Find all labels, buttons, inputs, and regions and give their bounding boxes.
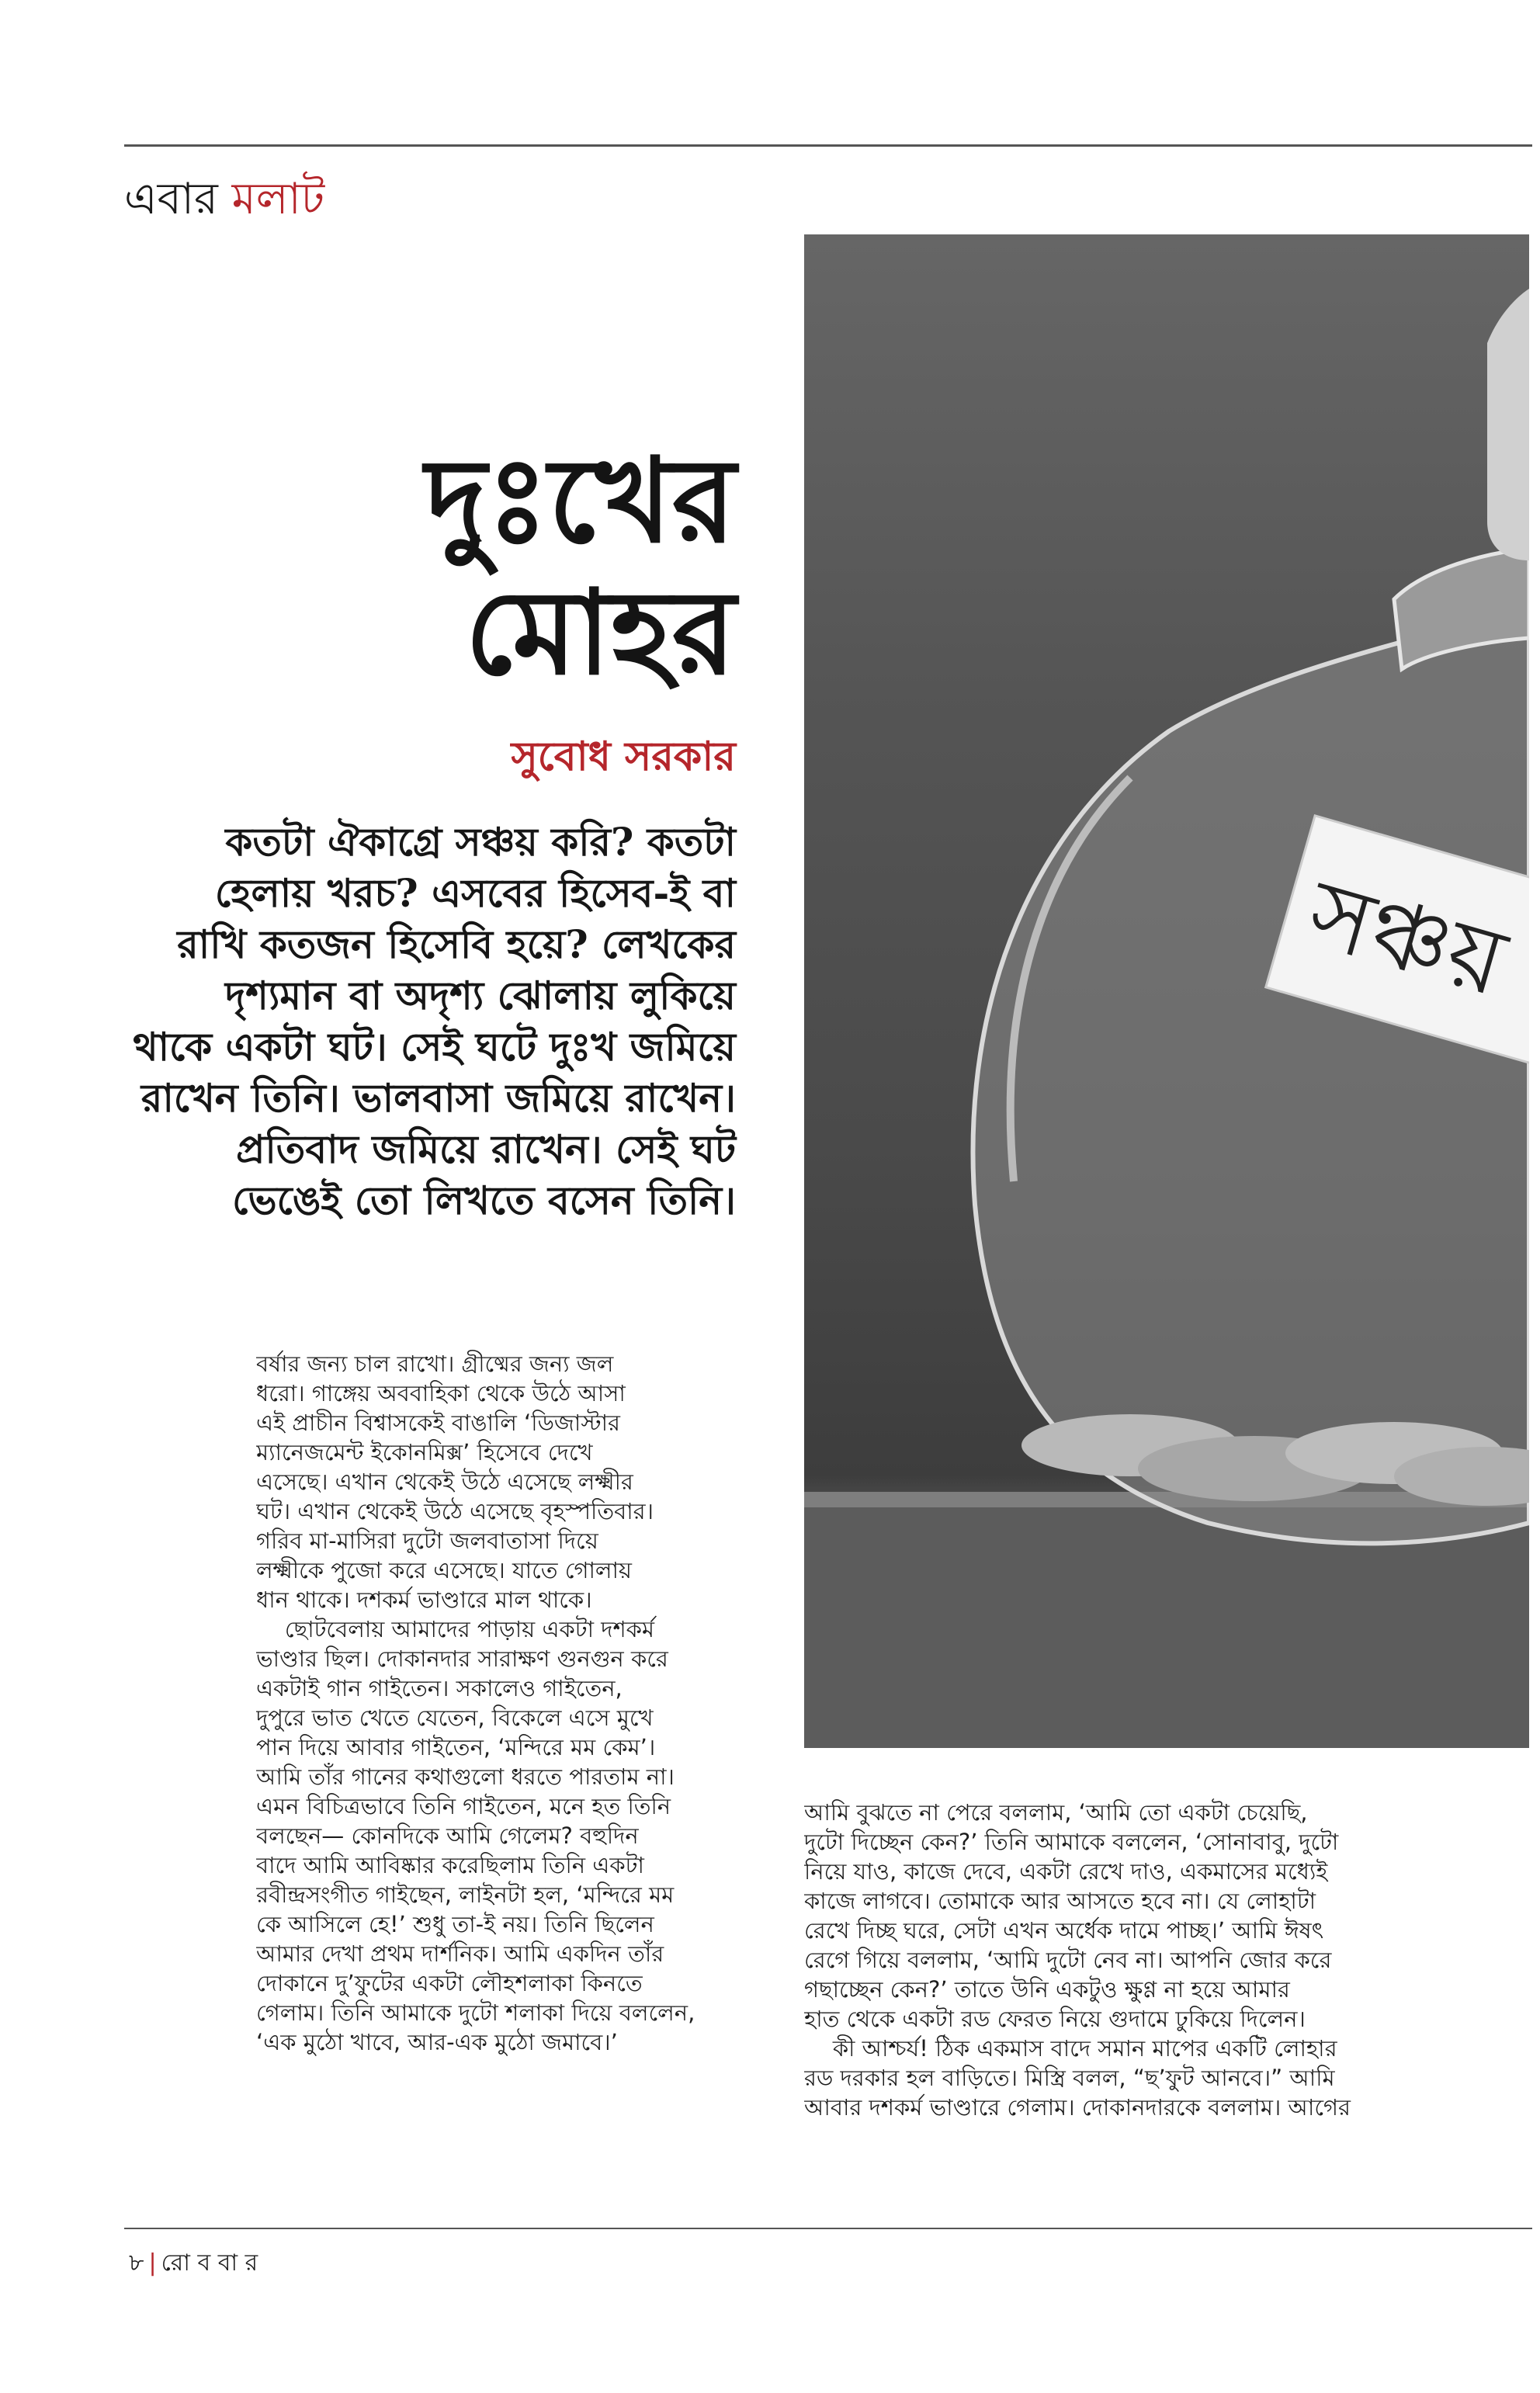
- intro-line: রাখেন তিনি। ভালবাসা জমিয়ে রাখেন।: [140, 1075, 736, 1121]
- body-line: এই প্রাচীন বিশ্বাসকেই বাঙালি ‘ডিজাস্টার: [256, 1410, 620, 1436]
- body-line: রেগে গিয়ে বললাম, ‘আমি দুটো নেব না। আপনি জোর করে: [804, 1947, 1332, 1973]
- body-line: গছাচ্ছেন কেন?’ তাতে উনি একটুও ক্ষুণ্ণ না হয়ে আমার: [804, 1976, 1290, 2003]
- body-line: কী আশ্চর্য! ঠিক একমাস বাদে সমান মাপের একটি লোহার: [804, 2035, 1337, 2062]
- body-line: আবার দশকর্ম ভাণ্ডারে গেলাম। দোকানদারকে বললাম। আগের: [804, 2094, 1351, 2121]
- body-line: ‘এক মুঠো খাবে, আর-এক মুঠো জমাবে।’: [256, 2029, 618, 2055]
- body-line: আমি তাঁর গানের কথাগুলো ধরতে পারতাম না।: [256, 1764, 675, 1790]
- bottom-rule: [124, 2228, 1532, 2229]
- body-line: দুপুরে ভাত খেতে যেতেন, বিকেলে এসে মুখে: [256, 1705, 654, 1731]
- body-line: কে আসিলে হে!’ শুধু তা-ই নয়। তিনি ছিলেন: [256, 1911, 654, 1937]
- body-line: আমি বুঝতে না পেরে বললাম, ‘আমি তো একটা চেয়েছি,: [804, 1799, 1308, 1826]
- body-line: কাজে লাগবে। তোমাকে আর আসতে হবে না। যে লোহাটা: [804, 1888, 1316, 1914]
- intro-line: কতটা ঐকাগ্রে সঞ্চয় করি? কতটা: [225, 819, 736, 865]
- body-line: দোকানে দু’ফুটের একটা লৌহশলাকা কিনতে: [256, 1970, 643, 1996]
- body-line: এমন বিচিত্রভাবে তিনি গাইতেন, মনে হত তিনি: [256, 1793, 671, 1819]
- jar-body: [973, 607, 1529, 1543]
- body-line: ভাণ্ডার ছিল। দোকানদার সারাক্ষণ গুনগুন করে: [256, 1646, 668, 1672]
- body-line: আমার দেখা প্রথম দার্শনিক। আমি একদিন তাঁর: [256, 1940, 664, 1967]
- body-line: হাত থেকে একটা রড ফেরত নিয়ে গুদামে ঢুকিয়ে দিলেন।: [804, 2006, 1306, 2032]
- body-line: ধান থাকে। দশকর্ম ভাণ্ডারে মাল থাকে।: [256, 1587, 592, 1613]
- intro-deck: [99, 817, 736, 1226]
- jar-illustration: [804, 234, 1529, 1748]
- body-line: এসেছে। এখান থেকেই উঠে এসেছে লক্ষ্মীর: [256, 1469, 633, 1495]
- body-line: একটাই গান গাইতেন। সকালেও গাইতেন,: [256, 1675, 623, 1701]
- body-line: রড দরকার হল বাড়িতে। মিস্ত্রি বলল, “ছ’ফুট আনবে।” আমি: [804, 2065, 1335, 2091]
- intro-line: প্রতিবাদ জমিয়ে রাখেন। সেই ঘট: [236, 1126, 736, 1172]
- footer-separator: |: [148, 2249, 157, 2277]
- body-line: পান দিয়ে আবার গাইতেন, ‘মন্দিরে মম কেম’।: [256, 1734, 656, 1760]
- body-line: রবীন্দ্রসংগীত গাইছেন, লাইনটা হল, ‘মন্দিরে মম: [256, 1881, 675, 1908]
- intro-line: ভেঙেই তো লিখতে বসেন তিনি।: [232, 1177, 736, 1223]
- article-title: [192, 432, 736, 701]
- body-line: নিয়ে যাও, কাজে দেবে, একটা রেখে দাও, একমাসের মধ্যেই: [804, 1858, 1328, 1885]
- body-line: ছোটবেলায় আমাদের পাড়ায় একটা দশকর্ম: [256, 1616, 655, 1642]
- body-line: বাদে আমি আবিষ্কার করেছিলাম তিনি একটা: [256, 1852, 644, 1878]
- body-line: ম্যানেজমেন্ট ইকোনমিক্স’ হিসেবে দেখে: [256, 1439, 593, 1465]
- title-line: মোহর: [465, 564, 736, 701]
- top-rule: [124, 144, 1532, 147]
- title-line: দুঃখের: [425, 432, 736, 569]
- body-line: ঘট। এখান থেকেই উঠে এসেছে বৃহস্পতিবার।: [256, 1498, 654, 1524]
- paper-roll: [1487, 289, 1529, 560]
- body-line: লক্ষ্মীকে পুজো করে এসেছে। যাতে গোলায়: [256, 1557, 632, 1583]
- body-line: ধরো। গাঙ্গেয় অববাহিকা থেকে উঠে আসা: [256, 1380, 626, 1406]
- author-name: সুবোধ সরকার: [511, 733, 736, 780]
- jar-label-text: সঞ্চয়: [1296, 859, 1517, 1018]
- magazine-name: রো ব বা র: [161, 2249, 258, 2277]
- section-label-highlight: মলাট: [231, 174, 325, 224]
- body-line: বর্ষার জন্য চাল রাখো। গ্রীষ্মের জন্য জল: [256, 1351, 614, 1377]
- section-label-prefix: এবার: [124, 174, 218, 224]
- body-line: গরিব মা-মাসিরা দুটো জলবাতাসা দিয়ে: [256, 1528, 598, 1554]
- body-line: রেখে দিচ্ছ ঘরে, সেটা এখন অর্ধেক দামে পাচ্ছ।’ আমি ঈষৎ: [804, 1917, 1324, 1944]
- section-label: [124, 172, 324, 227]
- cover-photo: [804, 234, 1529, 1748]
- intro-line: রাখি কতজন হিসেবি হয়ে? লেখকের: [177, 921, 736, 967]
- body-line: বলছেন— কোনদিকে আমি গেলেম? বহুদিন: [256, 1822, 639, 1849]
- body-line: গেলাম। তিনি আমাকে দুটো শলাকা দিয়ে বললেন,: [256, 1999, 695, 2026]
- intro-line: থাকে একটা ঘট। সেই ঘটে দুঃখ জমিয়ে: [133, 1024, 736, 1070]
- page-number: ৮: [129, 2249, 144, 2277]
- intro-line: দৃশ্যমান বা অদৃশ্য ঝোলায় লুকিয়ে: [225, 973, 736, 1018]
- body-column-left: [256, 1349, 792, 2057]
- intro-line: হেলায় খরচ? এসবের হিসেব-ই বা: [214, 870, 736, 916]
- body-column-right: [804, 1798, 1487, 2122]
- page-footer: [129, 2248, 258, 2279]
- body-line: দুটো দিচ্ছেন কেন?’ তিনি আমাকে বললেন, ‘সোনাবাবু, দুটো: [804, 1829, 1339, 1855]
